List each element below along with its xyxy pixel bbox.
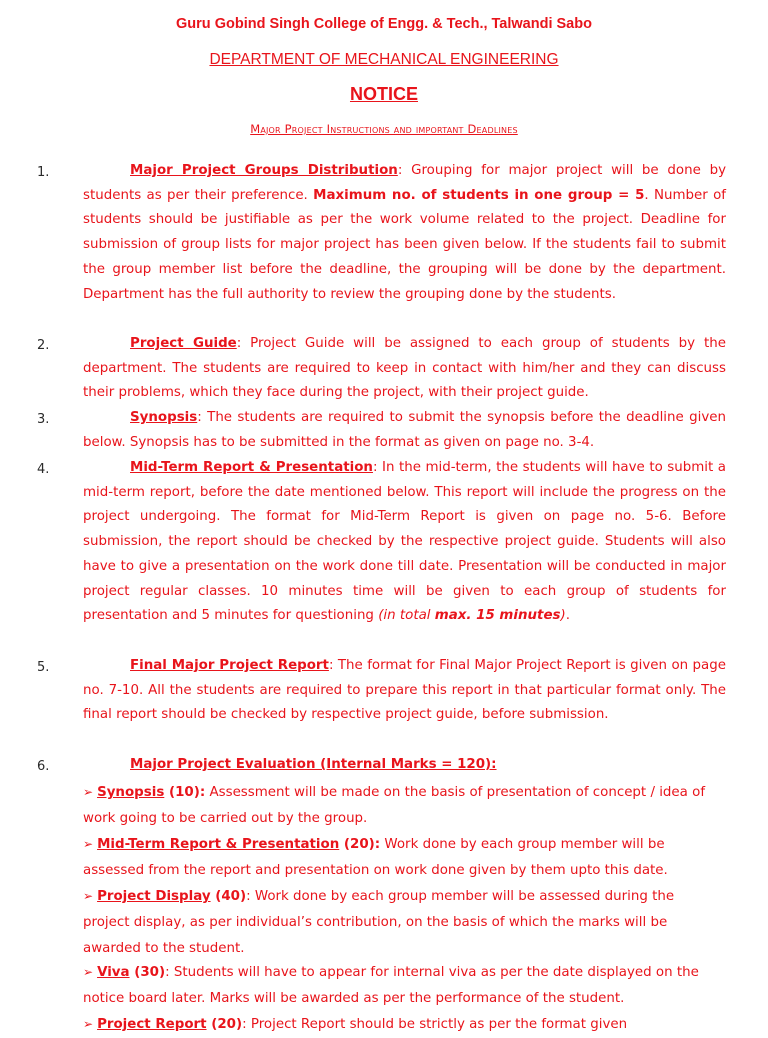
item-number: 6. [37, 759, 50, 774]
item-text: : Project Guide will be assigned to each group of students by the department. The students are required to keep in contact with him/her and they can discuss their problems, which they face during the project, with their project guide. [83, 336, 727, 401]
item-number: 3. [37, 412, 50, 427]
item-heading: Major Project Groups Distribution [130, 163, 398, 178]
item-text: . [565, 608, 570, 624]
item-heading: Mid-Term Report & Presentation [130, 460, 373, 475]
evaluation-item-report [83, 1012, 723, 1038]
item-heading: Synopsis [130, 410, 198, 425]
evaluation-marks: (30) [129, 965, 166, 980]
evaluation-name: Project Display [97, 889, 211, 904]
evaluation-item-synopsis [83, 780, 723, 832]
item-bold-italic-text: max. 15 minutes [434, 608, 561, 624]
item-text: : The format for Final Major Project Report is given on page no. 7-10. All the students are required to prepare this report in that particular format only. The final report should be checked by respective project guide, before submission. [83, 658, 726, 723]
evaluation-marks: (20): [339, 837, 381, 852]
evaluation-text: : Work done by each group member will be assessed during the project display, as per individual’s contribution, on the basis of which the marks will be awarded to the student. [83, 889, 675, 956]
evaluation-name: Project Report [97, 1017, 207, 1032]
item-italic-text: (in total [378, 608, 435, 624]
evaluation-text: Work done by each group member will be assessed from the report and presentation on work done given by them upto this date. [83, 837, 668, 878]
arrow-bullet-icon: ➢ [83, 837, 94, 851]
item-bold-text: Maximum no. of students in one group = 5 [313, 187, 645, 203]
item-number: 1. [37, 165, 50, 180]
item-text: : Grouping for major project will be done by students as per their preference. [83, 163, 726, 203]
arrow-bullet-icon: ➢ [83, 785, 94, 799]
notice-subtitle: Major Project Instructions and important Deadlines [250, 122, 518, 136]
item-number: 2. [37, 338, 50, 353]
evaluation-item-display [83, 884, 723, 961]
arrow-bullet-icon: ➢ [83, 965, 94, 979]
item-text: : In the mid-term, the students will have to submit a mid-term report, before the date mentioned below. This report will include the progress on the project undergoing. The format for Mid-Term Report is given on page no. 5-6. Before submission, the report should be checked by the respective project guide. Students will also have to give a presentation on the work done till date. Presentation will be conducted in major project regular classes. 10 minutes time will be given to each group of students for presentation and 5 minutes for questioning [83, 460, 726, 624]
item-heading: Final Major Project Report [130, 658, 329, 673]
arrow-bullet-icon: ➢ [83, 889, 94, 903]
notice-title: NOTICE [349, 84, 418, 104]
evaluation-text: : Project Report should be strictly as per the format given [242, 1017, 628, 1032]
evaluation-item-mid-term [83, 832, 723, 884]
evaluation-text: : Students will have to appear for internal viva as per the date displayed on the notice board later. Marks will be awarded as per the performance of the student. [83, 965, 699, 1006]
evaluation-marks: (10): [164, 785, 206, 800]
item-heading: Project Guide [130, 336, 237, 351]
item-text: : The students are required to submit the synopsis before the deadline given below. Synopsis has to be submitted in the format as given on page no. 3-4. [83, 410, 726, 450]
item-number: 4. [37, 462, 50, 477]
evaluation-heading: Major Project Evaluation (Internal Marks = 120): [130, 757, 497, 772]
list-item-mid-term [83, 456, 726, 629]
evaluation-item-viva [83, 960, 723, 1012]
list-item-final-report [83, 654, 726, 728]
evaluation-name: Synopsis [97, 785, 165, 800]
evaluation-name: Viva [97, 965, 130, 980]
item-italic-text: ) [560, 608, 566, 624]
item-number: 5. [37, 660, 50, 675]
item-text: . Number of students should be justifiable as per the work volume related to the project. Deadline for submission of group lists for major project has been given below. If the students fail to submit the group member list before the deadline, the grouping will be done by the department. Department has the full authority to review the grouping done by the students. [83, 187, 727, 302]
evaluation-text: Assessment will be made on the basis of presentation of concept / idea of work going to be carried out by the group. [83, 785, 706, 826]
evaluation-marks: (20) [206, 1017, 243, 1032]
department-title: DEPARTMENT OF MECHANICAL ENGINEERING [209, 51, 559, 68]
list-item-project-guide [83, 332, 726, 406]
evaluation-name: Mid-Term Report & Presentation [97, 837, 340, 852]
evaluation-marks: (40) [210, 889, 247, 904]
college-name: Guru Gobind Singh College of Engg. & Tech., Talwandi Sabo [176, 16, 592, 32]
arrow-bullet-icon: ➢ [83, 1017, 94, 1031]
list-item-group-distribution [83, 159, 726, 307]
list-item-synopsis [83, 406, 726, 455]
